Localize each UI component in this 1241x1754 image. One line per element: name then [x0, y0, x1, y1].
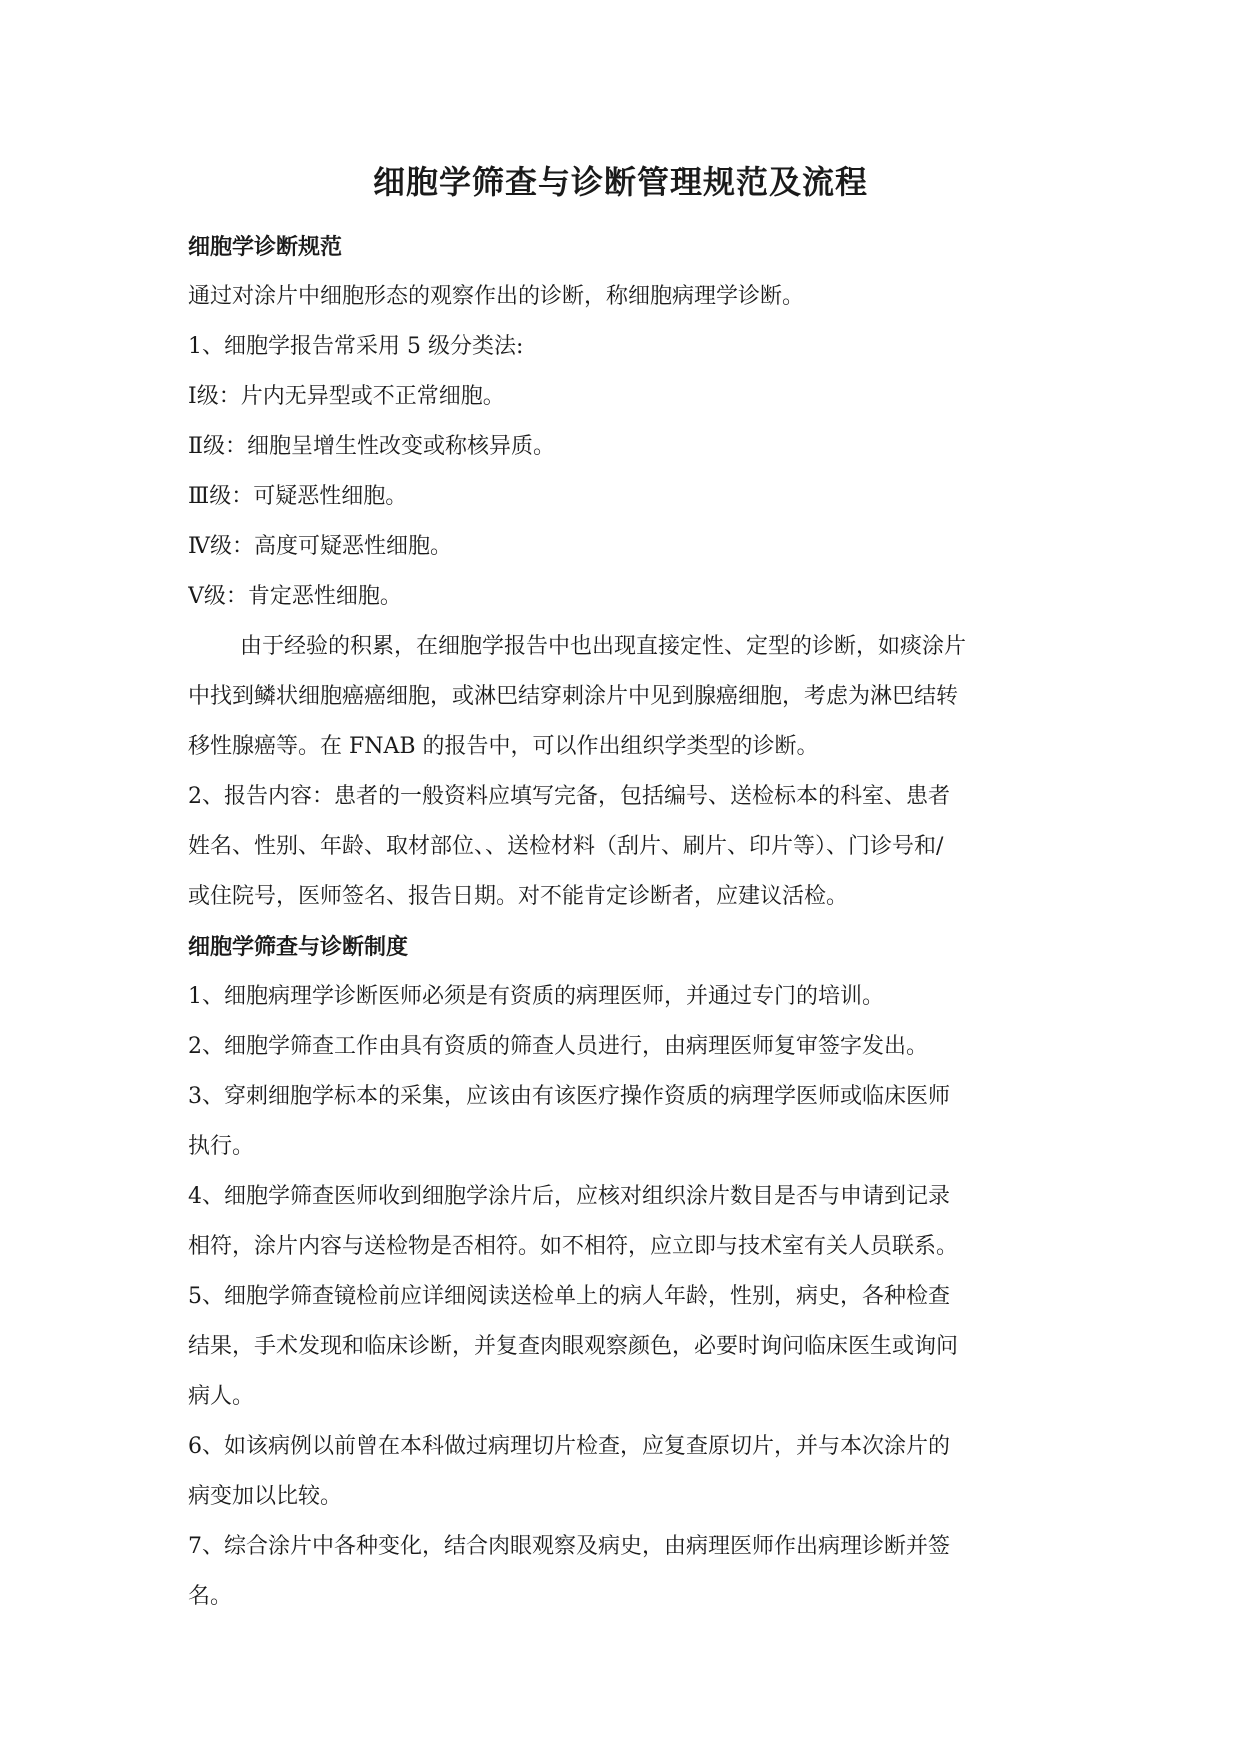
list-item-line: 5、细胞学筛查镜检前应详细阅读送检单上的病人年龄，性别，病史，各种检查	[188, 1284, 950, 1309]
list-item-line: 6、如该病例以前曾在本科做过病理切片检查，应复查原切片，并与本次涂片的	[188, 1434, 950, 1459]
section-heading-screening-system: 细胞学筛查与诊断制度	[188, 934, 409, 960]
paragraph-experience-line: 移性腺癌等。在 FNAB 的报告中，可以作出组织学类型的诊断。	[188, 734, 819, 759]
list-item-report-content-line: 2、报告内容：患者的一般资料应填写完备，包括编号、送检标本的科室、患者	[188, 784, 950, 809]
document-body	[188, 222, 1060, 1622]
paragraph-intro: 通过对涂片中细胞形态的观察作出的诊断，称细胞病理学诊断。	[188, 284, 805, 309]
list-item-line: 执行。	[188, 1134, 255, 1159]
list-item-line: 相符，涂片内容与送检物是否相符。如不相符，应立即与技术室有关人员联系。	[188, 1234, 959, 1259]
document-title: 细胞学筛查与诊断管理规范及流程	[372, 163, 868, 201]
section-heading-diagnosis-norms: 细胞学诊断规范	[188, 234, 343, 260]
list-item-line: 病人。	[188, 1384, 255, 1409]
list-item-line: 结果，手术发现和临床诊断，并复查肉眼观察颜色，必要时询问临床医生或询问	[188, 1334, 959, 1359]
list-item-classification: 1、细胞学报告常采用 5 级分类法:	[188, 334, 524, 359]
paragraph-experience-line: 由于经验的积累，在细胞学报告中也出现直接定性、定型的诊断，如痰涂片	[240, 634, 967, 659]
paragraph-experience-line: 中找到鳞状细胞癌癌细胞，或淋巴结穿刺涂片中见到腺癌细胞，考虑为淋巴结转	[188, 684, 959, 709]
list-item-line: 病变加以比较。	[188, 1484, 343, 1509]
grade-item-1: Ⅰ级：片内无异型或不正常细胞。	[188, 384, 505, 409]
list-item-line: 2、细胞学筛查工作由具有资质的筛查人员进行，由病理医师复审签字发出。	[188, 1034, 928, 1059]
list-item-line: 3、穿刺细胞学标本的采集，应该由有该医疗操作资质的病理学医师或临床医师	[188, 1084, 950, 1109]
list-item-report-content-line: 或住院号，医师签名、报告日期。对不能肯定诊断者，应建议活检。	[188, 884, 849, 909]
grade-item-3: Ⅲ级：可疑恶性细胞。	[188, 484, 408, 509]
list-item-line: 名。	[188, 1584, 233, 1609]
list-item-line: 4、细胞学筛查医师收到细胞学涂片后，应核对组织涂片数目是否与申请到记录	[188, 1184, 950, 1209]
list-item-line: 1、细胞病理学诊断医师必须是有资质的病理医师，并通过专门的培训。	[188, 984, 884, 1009]
grade-item-4: Ⅳ级：高度可疑恶性细胞。	[188, 534, 452, 559]
grade-item-2: Ⅱ级：细胞呈增生性改变或称核异质。	[188, 434, 555, 459]
list-item-report-content-line: 姓名、性别、年龄、取材部位、、送检材料（刮片、刷片、印片等）、门诊号和/	[188, 834, 944, 859]
list-item-line: 7、综合涂片中各种变化，结合肉眼观察及病史，由病理医师作出病理诊断并签	[188, 1534, 950, 1559]
grade-item-5: Ⅴ级：肯定恶性细胞。	[188, 584, 402, 609]
